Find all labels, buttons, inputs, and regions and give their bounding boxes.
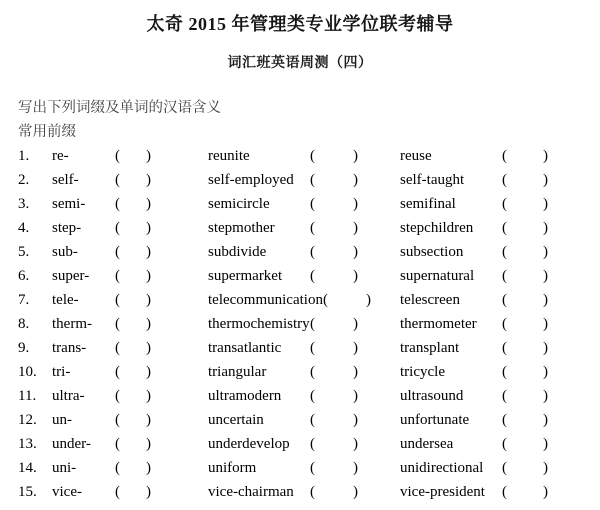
row-number: 7. [18, 292, 30, 308]
example-word: undersea [400, 436, 454, 452]
answer-blank [310, 336, 358, 360]
paren-close: ) [353, 196, 358, 212]
doc-title: 太奇 2015 年管理类专业学位联考辅导 [146, 14, 454, 34]
answer-blank [115, 240, 151, 264]
paren-open: ( [115, 316, 120, 332]
paren-open: ( [502, 172, 507, 188]
paren-close: ) [146, 412, 151, 428]
paren-close: ) [353, 340, 358, 356]
paren-open: ( [502, 460, 507, 476]
paren-close: ) [146, 484, 151, 500]
row-number: 4. [18, 220, 30, 236]
prefix-label: step- [52, 220, 82, 236]
example-word: thermometer [400, 316, 477, 332]
answer-blank [502, 216, 548, 240]
paren-close: ) [353, 388, 358, 404]
row-number: 6. [18, 268, 30, 284]
answer-blank [502, 144, 548, 168]
answer-blank [502, 288, 548, 312]
paren-open: ( [115, 268, 120, 284]
answer-blank [502, 384, 548, 408]
paren-close: ) [543, 484, 548, 500]
example-word: self-employed [208, 172, 294, 188]
answer-blank [115, 336, 151, 360]
prefix-label: tri- [52, 364, 71, 380]
paren-close: ) [543, 436, 548, 452]
table-row [18, 336, 598, 360]
answer-blank [310, 360, 358, 384]
paren-open: ( [502, 244, 507, 260]
answer-blank [115, 360, 151, 384]
paren-open: ( [502, 220, 507, 236]
paren-open: ( [115, 388, 120, 404]
paren-open: ( [310, 340, 315, 356]
paren-close: ) [146, 340, 151, 356]
answer-blank [115, 480, 151, 504]
paren-open: ( [502, 268, 507, 284]
answer-blank [502, 168, 548, 192]
example-word: uncertain [208, 412, 264, 428]
example-word: telecommunication [208, 292, 323, 308]
example-word: supermarket [208, 268, 283, 284]
prefix-label: re- [52, 148, 69, 164]
example-word: semicircle [208, 196, 270, 212]
paren-close: ) [543, 220, 548, 236]
prefix-label: self- [52, 172, 79, 188]
paren-close: ) [146, 388, 151, 404]
paren-open: ( [310, 412, 315, 428]
answer-blank [310, 240, 358, 264]
answer-blank [502, 432, 548, 456]
answer-blank [502, 408, 548, 432]
table-row [18, 312, 598, 336]
paren-open: ( [502, 316, 507, 332]
example-word: subdivide [208, 244, 267, 260]
table-row [18, 360, 598, 384]
example-word: reuse [400, 148, 432, 164]
row-number: 13. [18, 436, 37, 452]
table-row [18, 408, 598, 432]
paren-close: ) [146, 316, 151, 332]
paren-open: ( [310, 484, 315, 500]
paren-close: ) [146, 196, 151, 212]
paren-open: ( [310, 460, 315, 476]
paren-open: ( [502, 364, 507, 380]
row-number: 3. [18, 196, 30, 212]
prefix-label: under- [52, 436, 91, 452]
paren-close: ) [365, 292, 371, 308]
example-word: self-taught [400, 172, 465, 188]
prefix-label: therm- [52, 316, 92, 332]
row-number: 12. [18, 412, 37, 428]
example-word: transplant [400, 340, 460, 356]
row-number: 1. [18, 148, 30, 164]
paren-close: ) [146, 364, 151, 380]
paren-close: ) [146, 220, 151, 236]
prefix-label: vice- [52, 484, 82, 500]
answer-blank [310, 216, 358, 240]
answer-blank [115, 144, 151, 168]
answer-blank [310, 168, 358, 192]
paren-open: ( [310, 220, 315, 236]
example-word: triangular [208, 364, 267, 380]
paren-close: ) [543, 172, 548, 188]
paren-open: ( [115, 340, 120, 356]
example-word: stepmother [208, 220, 275, 236]
answer-blank [502, 360, 548, 384]
paren-open: ( [310, 148, 315, 164]
table-row [18, 168, 598, 192]
table-row [18, 216, 598, 240]
paren-open: ( [115, 220, 120, 236]
paren-open: ( [310, 364, 315, 380]
table-row [18, 192, 598, 216]
example-word: ultrasound [400, 388, 464, 404]
paren-close: ) [353, 436, 358, 452]
paren-open: ( [310, 268, 315, 284]
prefix-label: semi- [52, 196, 86, 212]
example-word: underdevelop [208, 436, 290, 452]
paren-open: ( [310, 244, 315, 260]
answer-blank [502, 456, 548, 480]
answer-blank [310, 432, 358, 456]
row-number: 14. [18, 460, 37, 476]
example-word: tricycle [400, 364, 445, 380]
paren-open: ( [502, 388, 507, 404]
paren-open: ( [115, 148, 120, 164]
paren-close: ) [353, 316, 358, 332]
answer-blank [115, 384, 151, 408]
paren-open: ( [115, 484, 120, 500]
example-word: transatlantic [208, 340, 282, 356]
prefix-label: sub- [52, 244, 78, 260]
paren-close: ) [543, 316, 548, 332]
paren-close: ) [353, 460, 358, 476]
row-number: 8. [18, 316, 30, 332]
answer-blank [115, 432, 151, 456]
answer-blank [310, 480, 358, 504]
paren-close: ) [543, 388, 548, 404]
example-word: subsection [400, 244, 464, 260]
prefix-label: un- [52, 412, 72, 428]
paren-open: ( [502, 148, 507, 164]
paren-open: ( [310, 388, 315, 404]
answer-blank [115, 168, 151, 192]
answer-blank [502, 336, 548, 360]
paren-open: ( [310, 436, 315, 452]
paren-close: ) [146, 436, 151, 452]
paren-close: ) [543, 268, 548, 284]
table-row [18, 240, 598, 264]
answer-blank [115, 192, 151, 216]
paren-open: ( [115, 292, 120, 308]
paren-close: ) [543, 244, 548, 260]
paren-close: ) [353, 220, 358, 236]
answer-blank [115, 288, 151, 312]
example-word: reunite [208, 148, 250, 164]
answer-blank [323, 288, 371, 312]
paren-close: ) [353, 172, 358, 188]
paren-open: ( [115, 364, 120, 380]
section-heading: 常用前缀 [18, 124, 76, 140]
answer-blank [310, 384, 358, 408]
paren-close: ) [543, 340, 548, 356]
table-row [18, 264, 598, 288]
paren-open: ( [115, 196, 120, 212]
answer-blank [310, 144, 358, 168]
prefix-label: uni- [52, 460, 77, 476]
prefix-label: super- [52, 268, 90, 284]
instruction-text: 写出下列词缀及单词的汉语含义 [18, 100, 221, 116]
paren-open: ( [502, 340, 507, 356]
paren-open: ( [115, 172, 120, 188]
paren-close: ) [543, 196, 548, 212]
paren-open: ( [310, 172, 315, 188]
answer-blank [310, 192, 358, 216]
table-row [18, 480, 598, 504]
answer-blank [310, 456, 358, 480]
answer-blank [115, 312, 151, 336]
paren-open: ( [502, 412, 507, 428]
answer-blank [502, 312, 548, 336]
row-number: 9. [18, 340, 30, 356]
example-word: thermochemistry [208, 316, 310, 332]
prefix-label: trans- [52, 340, 87, 356]
paren-close: ) [146, 292, 151, 308]
row-number: 11. [18, 388, 37, 404]
paren-open: ( [310, 316, 315, 332]
row-number: 10. [18, 364, 37, 380]
example-word: supernatural [400, 268, 475, 284]
example-word: unfortunate [400, 412, 470, 428]
example-word: uniform [208, 460, 257, 476]
paren-close: ) [146, 172, 151, 188]
paren-close: ) [353, 364, 358, 380]
example-word: stepchildren [400, 220, 474, 236]
doc-subtitle: 词汇班英语周测（四） [227, 54, 373, 70]
answer-blank [115, 264, 151, 288]
paren-open: ( [502, 292, 507, 308]
row-number: 15. [18, 484, 37, 500]
paren-close: ) [543, 148, 548, 164]
paren-close: ) [543, 460, 548, 476]
answer-blank [115, 408, 151, 432]
row-number: 2. [18, 172, 30, 188]
paren-close: ) [543, 364, 548, 380]
paren-open: ( [502, 484, 507, 500]
paren-close: ) [543, 412, 548, 428]
paren-close: ) [146, 244, 151, 260]
paren-close: ) [353, 412, 358, 428]
example-word: ultramodern [208, 388, 282, 404]
answer-blank [502, 480, 548, 504]
example-word: semifinal [400, 196, 456, 212]
paren-close: ) [146, 148, 151, 164]
answer-blank [115, 216, 151, 240]
paren-open: ( [502, 196, 507, 212]
answer-blank [502, 240, 548, 264]
answer-blank [115, 456, 151, 480]
paren-open: ( [115, 244, 120, 260]
paren-open: ( [310, 196, 315, 212]
paren-close: ) [146, 460, 151, 476]
table-row [18, 144, 598, 168]
row-number: 5. [18, 244, 30, 260]
example-word: unidirectional [400, 460, 484, 476]
paren-open: ( [115, 436, 120, 452]
paren-close: ) [146, 268, 151, 284]
answer-blank [310, 312, 358, 336]
paren-close: ) [353, 244, 358, 260]
table-row [18, 288, 598, 312]
table-row [18, 432, 598, 456]
example-word: vice-president [400, 484, 485, 500]
paren-open: ( [322, 292, 328, 308]
example-word: telescreen [400, 292, 460, 308]
answer-blank [310, 264, 358, 288]
table-row [18, 456, 598, 480]
prefix-label: ultra- [52, 388, 85, 404]
prefix-label: tele- [52, 292, 79, 308]
answer-blank [502, 264, 548, 288]
paren-open: ( [115, 460, 120, 476]
paren-close: ) [353, 268, 358, 284]
answer-blank [310, 408, 358, 432]
paren-open: ( [115, 412, 120, 428]
paren-open: ( [502, 436, 507, 452]
paren-close: ) [353, 148, 358, 164]
paren-close: ) [543, 292, 548, 308]
prefix-table [18, 144, 598, 504]
example-word: vice-chairman [208, 484, 294, 500]
paren-close: ) [353, 484, 358, 500]
answer-blank [502, 192, 548, 216]
table-row [18, 384, 598, 408]
